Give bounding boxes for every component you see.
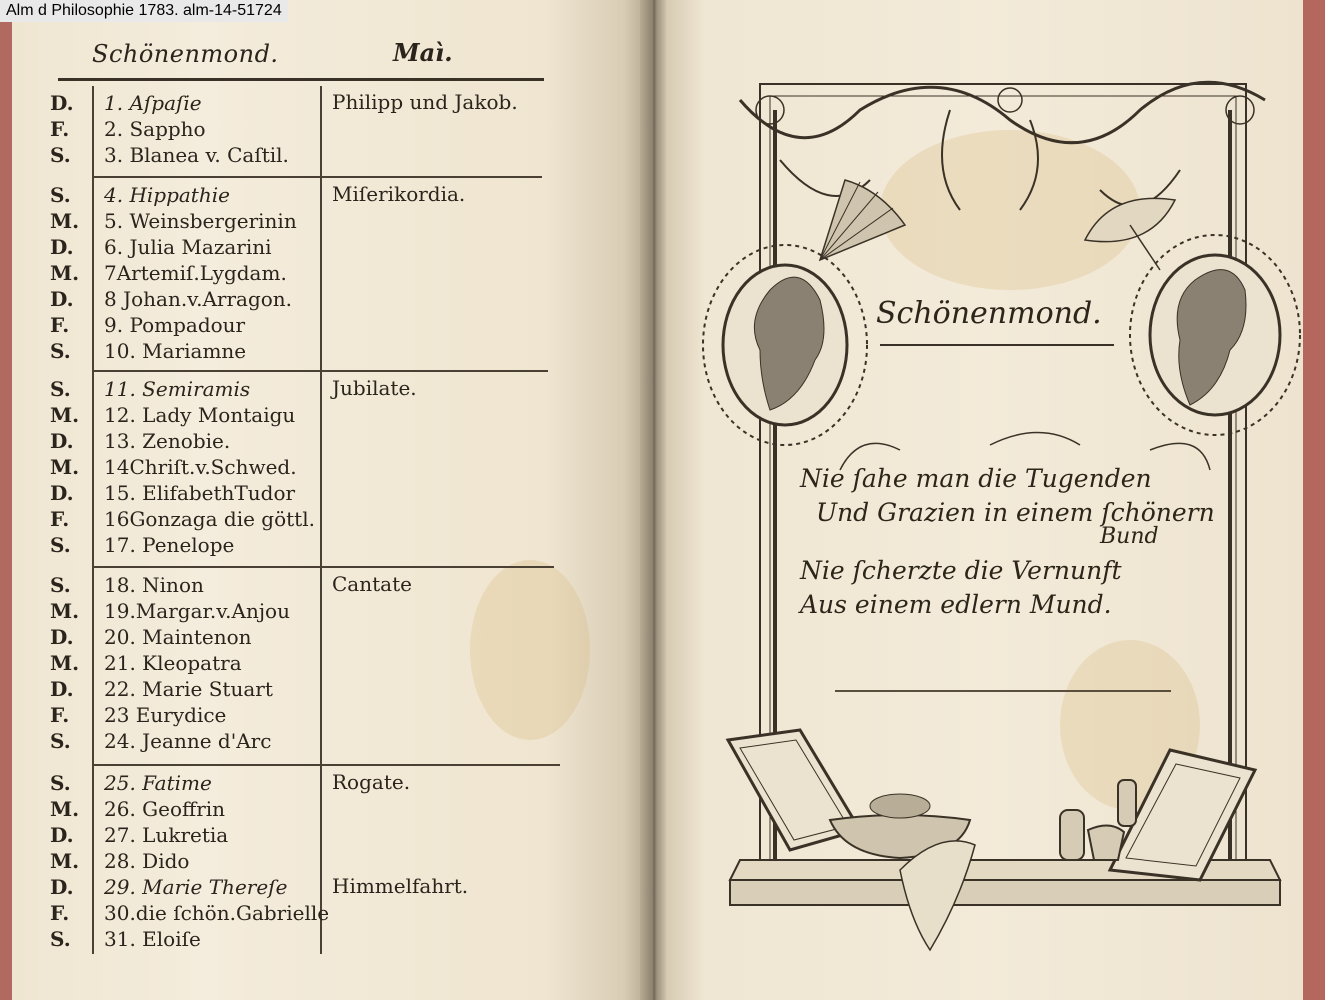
weekday-abbrev: D. <box>50 875 74 899</box>
day-name: 17. Penelope <box>104 533 235 557</box>
day-name: 13. Zenobie. <box>104 429 231 453</box>
day-name: 18. Ninon <box>104 573 204 597</box>
engraving-verse <box>800 462 1220 622</box>
weekday-abbrev: F. <box>50 117 70 141</box>
day-name: 19.Margar.v.Anjou <box>104 599 290 623</box>
verse-bottom-rule <box>835 690 1171 692</box>
weekday-abbrev: S. <box>50 183 71 207</box>
weekday-abbrev: M. <box>50 849 80 873</box>
day-name: 12. Lady Montaigu <box>104 403 296 427</box>
feast-day: Himmelfahrt. <box>332 874 469 898</box>
weekday-abbrev: S. <box>50 771 71 795</box>
day-name: 21. Kleopatra <box>104 651 242 675</box>
day-name: 16Gonzaga die göttl. <box>104 507 315 531</box>
weekday-abbrev: S. <box>50 143 71 167</box>
weekday-abbrev: M. <box>50 403 80 427</box>
day-name: 1. Aſpaſie <box>104 91 202 115</box>
calendar-mai-header: Maì. <box>393 38 453 67</box>
verse-line: Aus einem edlern Mund. <box>800 590 1112 619</box>
weekday-abbrev: F. <box>50 313 70 337</box>
verse-line: Nie ſahe man die Tugenden <box>800 464 1152 493</box>
feast-day: Jubilate. <box>332 376 417 400</box>
feast-day: Cantate <box>332 572 412 596</box>
weekday-abbrev: S. <box>50 927 71 951</box>
weekday-abbrev: M. <box>50 797 80 821</box>
weekday-abbrev: F. <box>50 703 70 727</box>
engraving-table <box>730 880 1280 905</box>
feast-day: Miſerikordia. <box>332 182 466 206</box>
day-name: 28. Dido <box>104 849 190 873</box>
day-name: 29. Marie Thereſe <box>104 875 288 899</box>
day-name: 15. ElifabethTudor <box>104 481 296 505</box>
weekday-abbrev: D. <box>50 287 74 311</box>
engraving-title: Schönenmond. <box>876 296 1102 331</box>
day-name: 22. Marie Stuart <box>104 677 273 701</box>
weekday-abbrev: M. <box>50 599 80 623</box>
weekday-abbrev: S. <box>50 573 71 597</box>
day-name: 6. Julia Mazarini <box>104 235 272 259</box>
weekday-abbrev: S. <box>50 377 71 401</box>
weekday-abbrev: F. <box>50 507 70 531</box>
day-name: 24. Jeanne d'Arc <box>104 729 272 753</box>
day-name: 2. Sappho <box>104 117 206 141</box>
day-name: 20. Maintenon <box>104 625 252 649</box>
weekday-abbrev: D. <box>50 235 74 259</box>
day-name: 26. Geoffrin <box>104 797 226 821</box>
day-name: 4. Hippathie <box>104 183 230 207</box>
weekday-abbrev: S. <box>50 729 71 753</box>
day-name: 11. Semiramis <box>104 377 251 401</box>
verse-line: Nie ſcherzte die Vernunft <box>800 556 1122 585</box>
weekday-abbrev: M. <box>50 261 80 285</box>
day-name: 3. Blanea v. Caſtil. <box>104 143 289 167</box>
weekday-abbrev: M. <box>50 209 80 233</box>
weekday-abbrev: M. <box>50 455 80 479</box>
image-caption: Alm d Philosophie 1783. alm-14-51724 <box>0 0 288 22</box>
weekday-abbrev: D. <box>50 481 74 505</box>
day-name: 10. Mariamne <box>104 339 247 363</box>
feast-day: Rogate. <box>332 770 411 794</box>
weekday-abbrev: D. <box>50 91 74 115</box>
day-name: 5. Weinsbergerinin <box>104 209 297 233</box>
day-name: 8 Johan.v.Arragon. <box>104 287 293 311</box>
weekday-abbrev: D. <box>50 677 74 701</box>
day-name: 27. Lukretia <box>104 823 229 847</box>
verse-line: Und Grazien in einem ſchönern <box>816 498 1215 527</box>
weekday-abbrev: S. <box>50 533 71 557</box>
calendar-month-header: Schönenmond. <box>92 40 279 68</box>
day-name: 25. Fatime <box>104 771 212 795</box>
feast-day: Philipp und Jakob. <box>332 90 518 114</box>
weekday-abbrev: D. <box>50 823 74 847</box>
weekday-abbrev: D. <box>50 429 74 453</box>
weekday-abbrev: F. <box>50 901 70 925</box>
weekday-abbrev: M. <box>50 651 80 675</box>
engraving-title-rule <box>880 344 1114 346</box>
weekday-abbrev: D. <box>50 625 74 649</box>
day-name: 31. Eloiſe <box>104 927 201 951</box>
day-name: 9. Pompadour <box>104 313 246 337</box>
day-name: 30.die ſchön.Gabrielle <box>104 901 330 925</box>
day-name: 14Chriſt.v.Schwed. <box>104 455 297 479</box>
day-name: 7Artemiſ.Lygdam. <box>104 261 287 285</box>
day-name: 23 Eurydice <box>104 703 227 727</box>
weekday-abbrev: S. <box>50 339 71 363</box>
verse-line: Bund <box>1100 524 1159 549</box>
